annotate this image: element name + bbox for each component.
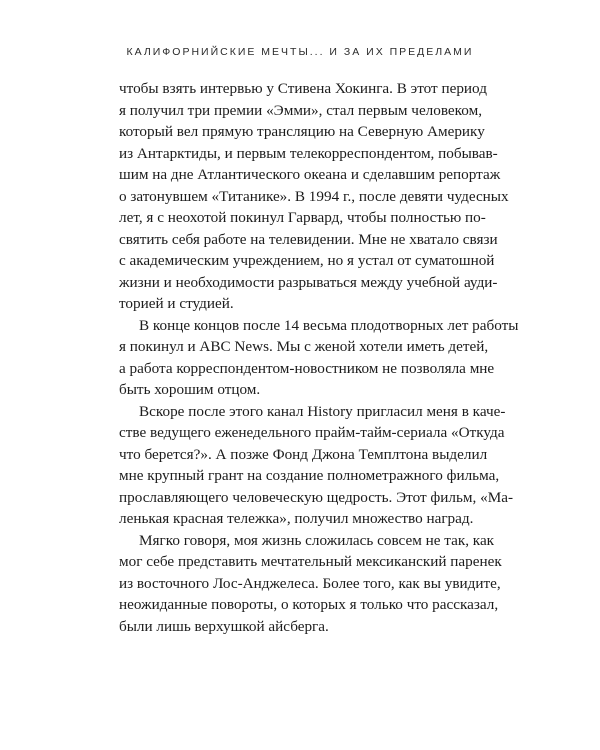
- text-line: жизни и необходимости разрываться между учебной ауди-: [119, 273, 498, 291]
- text-line: что берется?». А позже Фонд Джона Темплтона выделил: [119, 445, 488, 463]
- text-line: о затонувшем «Титанике». В 1994 г., после девяти чудесных: [119, 187, 509, 205]
- paragraph-1: [119, 78, 509, 315]
- text-line: ленькая красная тележка», получил множество наград.: [119, 510, 474, 527]
- text-line: были лишь верхушкой айсберга.: [119, 617, 329, 635]
- text-line: В конце концов после 14 весьма плодотворных лет работы: [139, 316, 519, 334]
- body-text: [119, 78, 519, 637]
- text-line: Вскоре после этого канал History пригласил меня в каче-: [139, 402, 506, 420]
- text-line: торией и студией.: [119, 295, 234, 312]
- text-line: быть хорошим отцом.: [119, 381, 261, 398]
- text-line: с академическим учреждением, но я устал от суматошной: [119, 252, 495, 269]
- running-header: КАЛИФОРНИЙСКИЕ МЕЧТЫ... И ЗА ИХ ПРЕДЕЛАМИ: [126, 46, 474, 58]
- text-line: из Антарктиды, и первым телекорреспондентом, побывав-: [119, 144, 498, 162]
- text-line: мне крупный грант на создание полнометражного фильма,: [119, 467, 500, 484]
- paragraph-4: [119, 530, 502, 638]
- text-line: мог себе представить мечтательный мексиканский паренек: [119, 553, 502, 570]
- text-line: стве ведущего еженедельного прайм-тайм-сериала «Откуда: [119, 424, 505, 441]
- text-line: шим на дне Атлантического океана и сделавшим репортаж: [119, 166, 501, 183]
- text-line: который вел прямую трансляцию на Северную Америку: [119, 123, 485, 140]
- paragraph-2: [119, 315, 519, 401]
- text-line: а работа корреспондентом-новостником не позволяла мне: [119, 359, 495, 377]
- text-line: прославляющего человеческую щедрость. Этот фильм, «Ма-: [119, 488, 513, 506]
- text-line: я покинул и ABC News. Мы с женой хотели иметь детей,: [119, 338, 489, 355]
- paragraph-3: [119, 401, 513, 530]
- text-line: лет, я с неохотой покинул Гарвард, чтобы полностью по-: [119, 209, 486, 226]
- text-line: святить себя работе на телевидении. Мне не хватало связи: [119, 230, 498, 248]
- text-line: Мягко говоря, моя жизнь сложилась совсем не так, как: [139, 531, 495, 549]
- text-line: я получил три премии «Эмми», стал первым человеком,: [119, 101, 482, 119]
- text-line: из восточного Лос-Анджелеса. Более того, как вы увидите,: [119, 574, 501, 592]
- text-line: чтобы взять интервью у Стивена Хокинга. В этот период: [119, 80, 487, 97]
- text-line: неожиданные повороты, о которых я только что рассказал,: [119, 596, 499, 613]
